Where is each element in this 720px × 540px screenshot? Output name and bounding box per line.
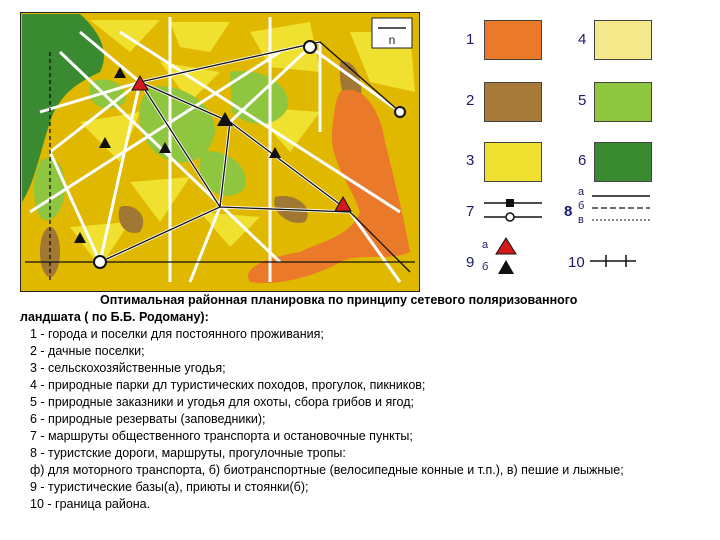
legend-8-sub-b: б	[578, 200, 585, 212]
caption-item: 8 - туристские дороги, маршруты, прогулочные тропы:	[30, 446, 346, 460]
regional-planning-map	[20, 12, 420, 292]
legend-num-2: 2	[466, 92, 475, 109]
caption-item: 9 - туристические базы(а), приюты и стоянки(б);	[30, 480, 309, 494]
legend-8-sub-a: а	[578, 186, 585, 198]
legend-swatch-agri	[484, 142, 542, 182]
legend-swatch-reserve	[594, 82, 652, 122]
caption-subtitle: ландшата ( по Б.Б. Родоману):	[20, 310, 209, 324]
legend-swatch-park	[594, 20, 652, 60]
legend-bases-symbol	[494, 236, 520, 276]
legend-num-7: 7	[466, 203, 475, 220]
legend-num-6: 6	[578, 152, 587, 169]
north-label: n	[388, 33, 396, 47]
caption-item: 4 - природные парки дл туристических походов, прогулок, пикников;	[30, 378, 426, 392]
north-indicator	[372, 18, 412, 48]
legend-swatch-strict-reserve	[594, 142, 652, 182]
caption-item: 6 - природные резерваты (заповедники);	[30, 412, 266, 426]
legend-swatch-dacha	[484, 82, 542, 122]
caption-item: 10 - граница района.	[30, 497, 151, 511]
legend-8-sub-c: в	[578, 214, 584, 226]
caption-item: 5 - природные заказники и угодья для охоты, сбора грибов и ягод;	[30, 395, 414, 409]
legend-num-5: 5	[578, 92, 587, 109]
legend-num-1: 1	[466, 31, 475, 48]
legend-num-8: 8	[564, 203, 573, 220]
legend-9-sub-a: а	[482, 239, 489, 251]
caption-item: ф) для моторного транспорта, б) биотранспортные (велосипедные конные и т.п.), в) пешие и лыжные;	[30, 463, 624, 477]
legend-num-3: 3	[466, 152, 475, 169]
legend-boundary-symbol	[590, 252, 640, 270]
legend-roads-symbol	[592, 190, 652, 226]
caption-item: 1 - города и поселки для постоянного проживания;	[30, 327, 324, 341]
legend-num-9: 9	[466, 254, 475, 271]
caption-item: 3 - сельскохозяйственные угодья;	[30, 361, 226, 375]
caption-item: 2 - дачные поселки;	[30, 344, 145, 358]
legend-9-sub-b: б	[482, 261, 489, 273]
caption-title: Оптимальная районная планировка по принципу сетевого поляризованного	[100, 293, 578, 307]
legend-num-10: 10	[568, 254, 585, 271]
caption-item: 7 - маршруты общественного транспорта и остановочные пункты;	[30, 429, 413, 443]
legend-transport-symbol	[484, 195, 544, 225]
legend-num-4: 4	[578, 31, 587, 48]
legend-swatch-city	[484, 20, 542, 60]
